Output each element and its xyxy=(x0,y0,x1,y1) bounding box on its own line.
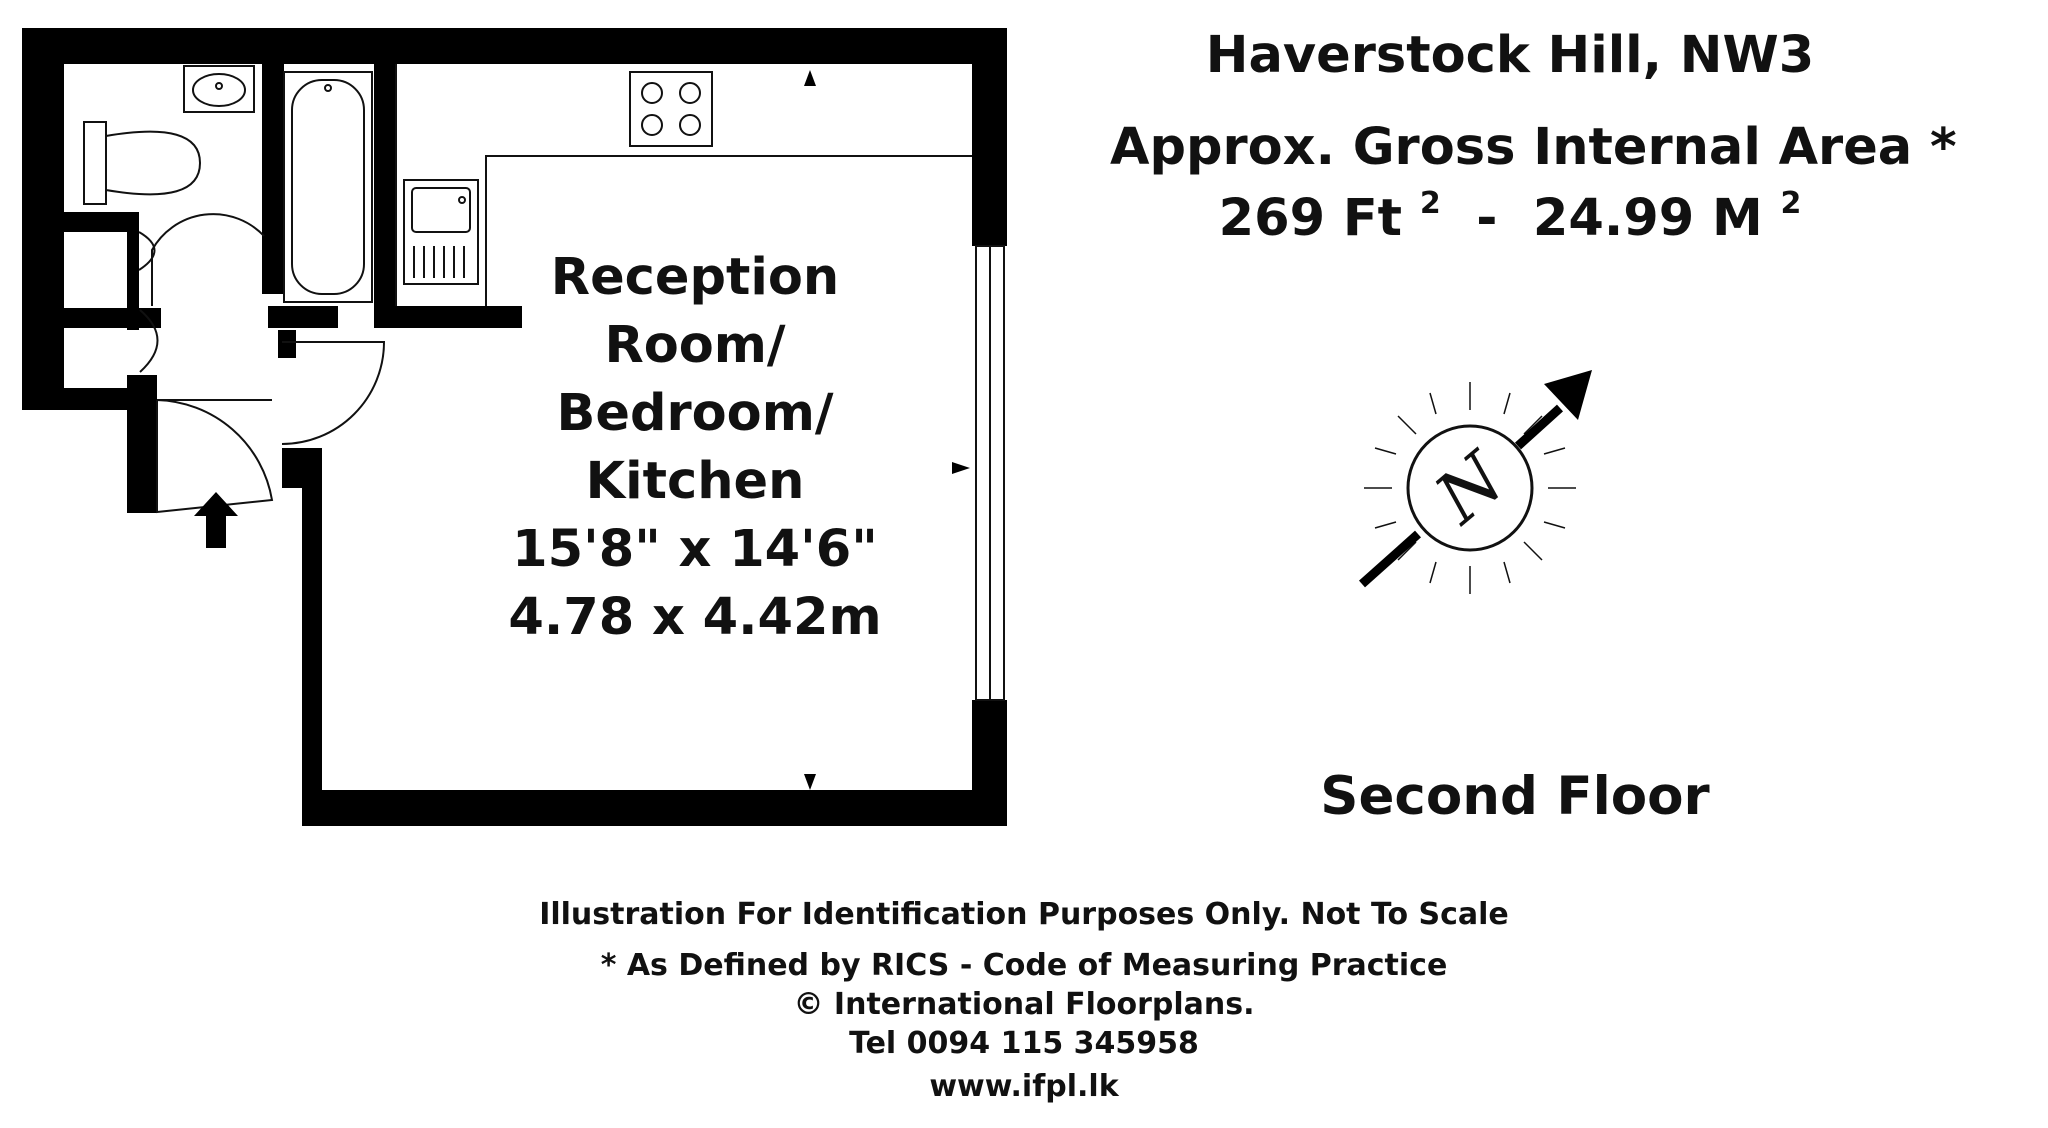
footer-disclaimer: Illustration For Identification Purposes Only. Not To Scale xyxy=(539,897,1509,932)
room-dims-metric: 4.78 x 4.42m xyxy=(508,588,882,647)
hob-icon xyxy=(630,72,712,146)
room-door-swing xyxy=(282,342,384,444)
room-name-line-1: Reception xyxy=(550,248,840,307)
room-left-wall xyxy=(302,470,322,826)
area-sqft: 269 Ft xyxy=(1218,189,1403,248)
bath-partition-left xyxy=(262,64,284,294)
bottom-wall xyxy=(302,790,1007,826)
compass-letter: N xyxy=(1420,436,1520,540)
area-sqm: 24.99 M xyxy=(1532,189,1763,248)
marker-bottom xyxy=(804,774,816,790)
bathroom-door-swing xyxy=(152,214,264,306)
footer-tel: Tel 0094 115 345958 xyxy=(849,1026,1199,1061)
footer-website: www.ifpl.lk xyxy=(929,1069,1119,1104)
cupboard-wall-mid xyxy=(56,308,161,328)
property-title: Haverstock Hill, NW3 xyxy=(1205,26,1815,85)
compass-icon xyxy=(1362,370,1592,594)
cupboard-wall-top xyxy=(22,212,137,232)
doors xyxy=(139,214,384,512)
area-separator: - xyxy=(1476,189,1498,248)
toilet-icon xyxy=(84,122,200,204)
footer-copyright: © International Floorplans. xyxy=(793,987,1255,1022)
bath-partition-right xyxy=(374,64,396,310)
marker-top xyxy=(804,70,816,86)
cupboard-wall-bottom xyxy=(22,388,152,410)
bath-wall-bottom xyxy=(268,306,338,328)
sink-icon xyxy=(404,180,478,284)
room-name-line-4: Kitchen xyxy=(585,452,805,511)
area-sqft-superscript: 2 xyxy=(1419,186,1441,221)
area-label: Approx. Gross Internal Area * xyxy=(1110,118,1957,177)
top-wall xyxy=(22,28,1007,64)
right-wall-upper xyxy=(972,28,1007,246)
room-name-line-3: Bedroom/ xyxy=(556,384,834,443)
washbasin-icon xyxy=(184,66,254,112)
area-sqm-superscript: 2 xyxy=(1780,186,1802,221)
room-dims-imperial: 15'8" x 14'6" xyxy=(512,520,878,579)
bathtub-icon xyxy=(284,72,372,302)
room-label xyxy=(480,244,910,652)
room-name-line-2: Room/ xyxy=(604,316,786,375)
floor-label: Second Floor xyxy=(1320,766,1710,827)
footer-rics: * As Defined by RICS - Code of Measuring Practice xyxy=(600,948,1448,983)
right-wall-lower xyxy=(972,700,1007,826)
area-value xyxy=(1160,186,1860,248)
marker-right xyxy=(952,462,970,474)
hall-wall-left xyxy=(278,330,296,358)
window xyxy=(976,246,1004,700)
entrance-arrow-icon xyxy=(194,492,238,548)
cupboard-divider xyxy=(127,212,139,330)
